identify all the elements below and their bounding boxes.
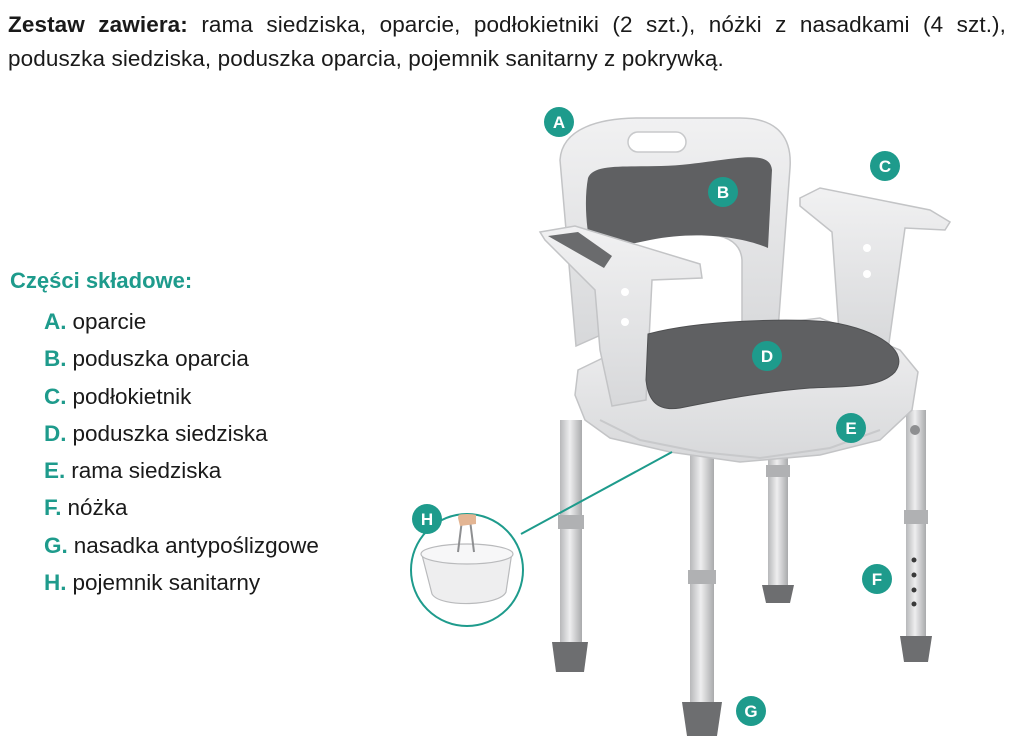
list-text: podłokietnik	[72, 383, 192, 409]
list-letter: B.	[44, 346, 67, 372]
list-letter: F.	[44, 495, 62, 521]
badge-a	[544, 107, 574, 137]
badge-a-text: A	[552, 113, 566, 132]
list-text: rama siedziska	[71, 458, 222, 484]
badge-c-text: C	[878, 157, 892, 176]
connector-line	[521, 452, 672, 534]
front-left-leg	[552, 420, 588, 672]
back-left-leg	[762, 440, 794, 603]
list-text: pojemnik sanitarny	[72, 570, 261, 596]
badge-g	[736, 696, 766, 726]
badge-f	[862, 564, 892, 594]
intro-label: Zestaw zawiera:	[8, 12, 188, 37]
list-text: nóżka	[67, 495, 128, 521]
badge-e-text: E	[845, 419, 857, 438]
front-right-leg	[682, 430, 722, 736]
list-text: poduszka siedziska	[72, 420, 268, 446]
badge-h	[412, 504, 442, 534]
list-text: nasadka antypoślizgowe	[73, 532, 319, 558]
badge-g-text: G	[744, 702, 758, 721]
badge-b-text: B	[716, 183, 730, 202]
list-text: oparcie	[72, 309, 147, 334]
list-letter: H.	[44, 570, 67, 596]
badge-h-text: H	[420, 510, 434, 529]
badge-c	[870, 151, 900, 181]
list-letter: E.	[44, 458, 66, 484]
badge-b	[708, 177, 738, 207]
parts-heading: Części składowe:	[10, 268, 193, 293]
badge-d	[752, 341, 782, 371]
list-letter: G.	[44, 532, 68, 558]
badge-f-text: F	[871, 570, 883, 589]
list-letter: D.	[44, 420, 67, 446]
badge-d-text: D	[760, 347, 774, 366]
intro-text: rama siedziska, oparcie, podłokietniki (2 szt.), nóżki z nasadkami (4 szt.), poduszka siedziska, poduszka oparcia, pojemnik sanitarny z pokrywką.	[8, 12, 1006, 71]
list-letter: C.	[44, 383, 67, 409]
list-text: poduszka oparcia	[72, 346, 249, 372]
back-right-leg	[900, 410, 932, 662]
list-letter: A.	[44, 309, 67, 334]
badge-e	[836, 413, 866, 443]
